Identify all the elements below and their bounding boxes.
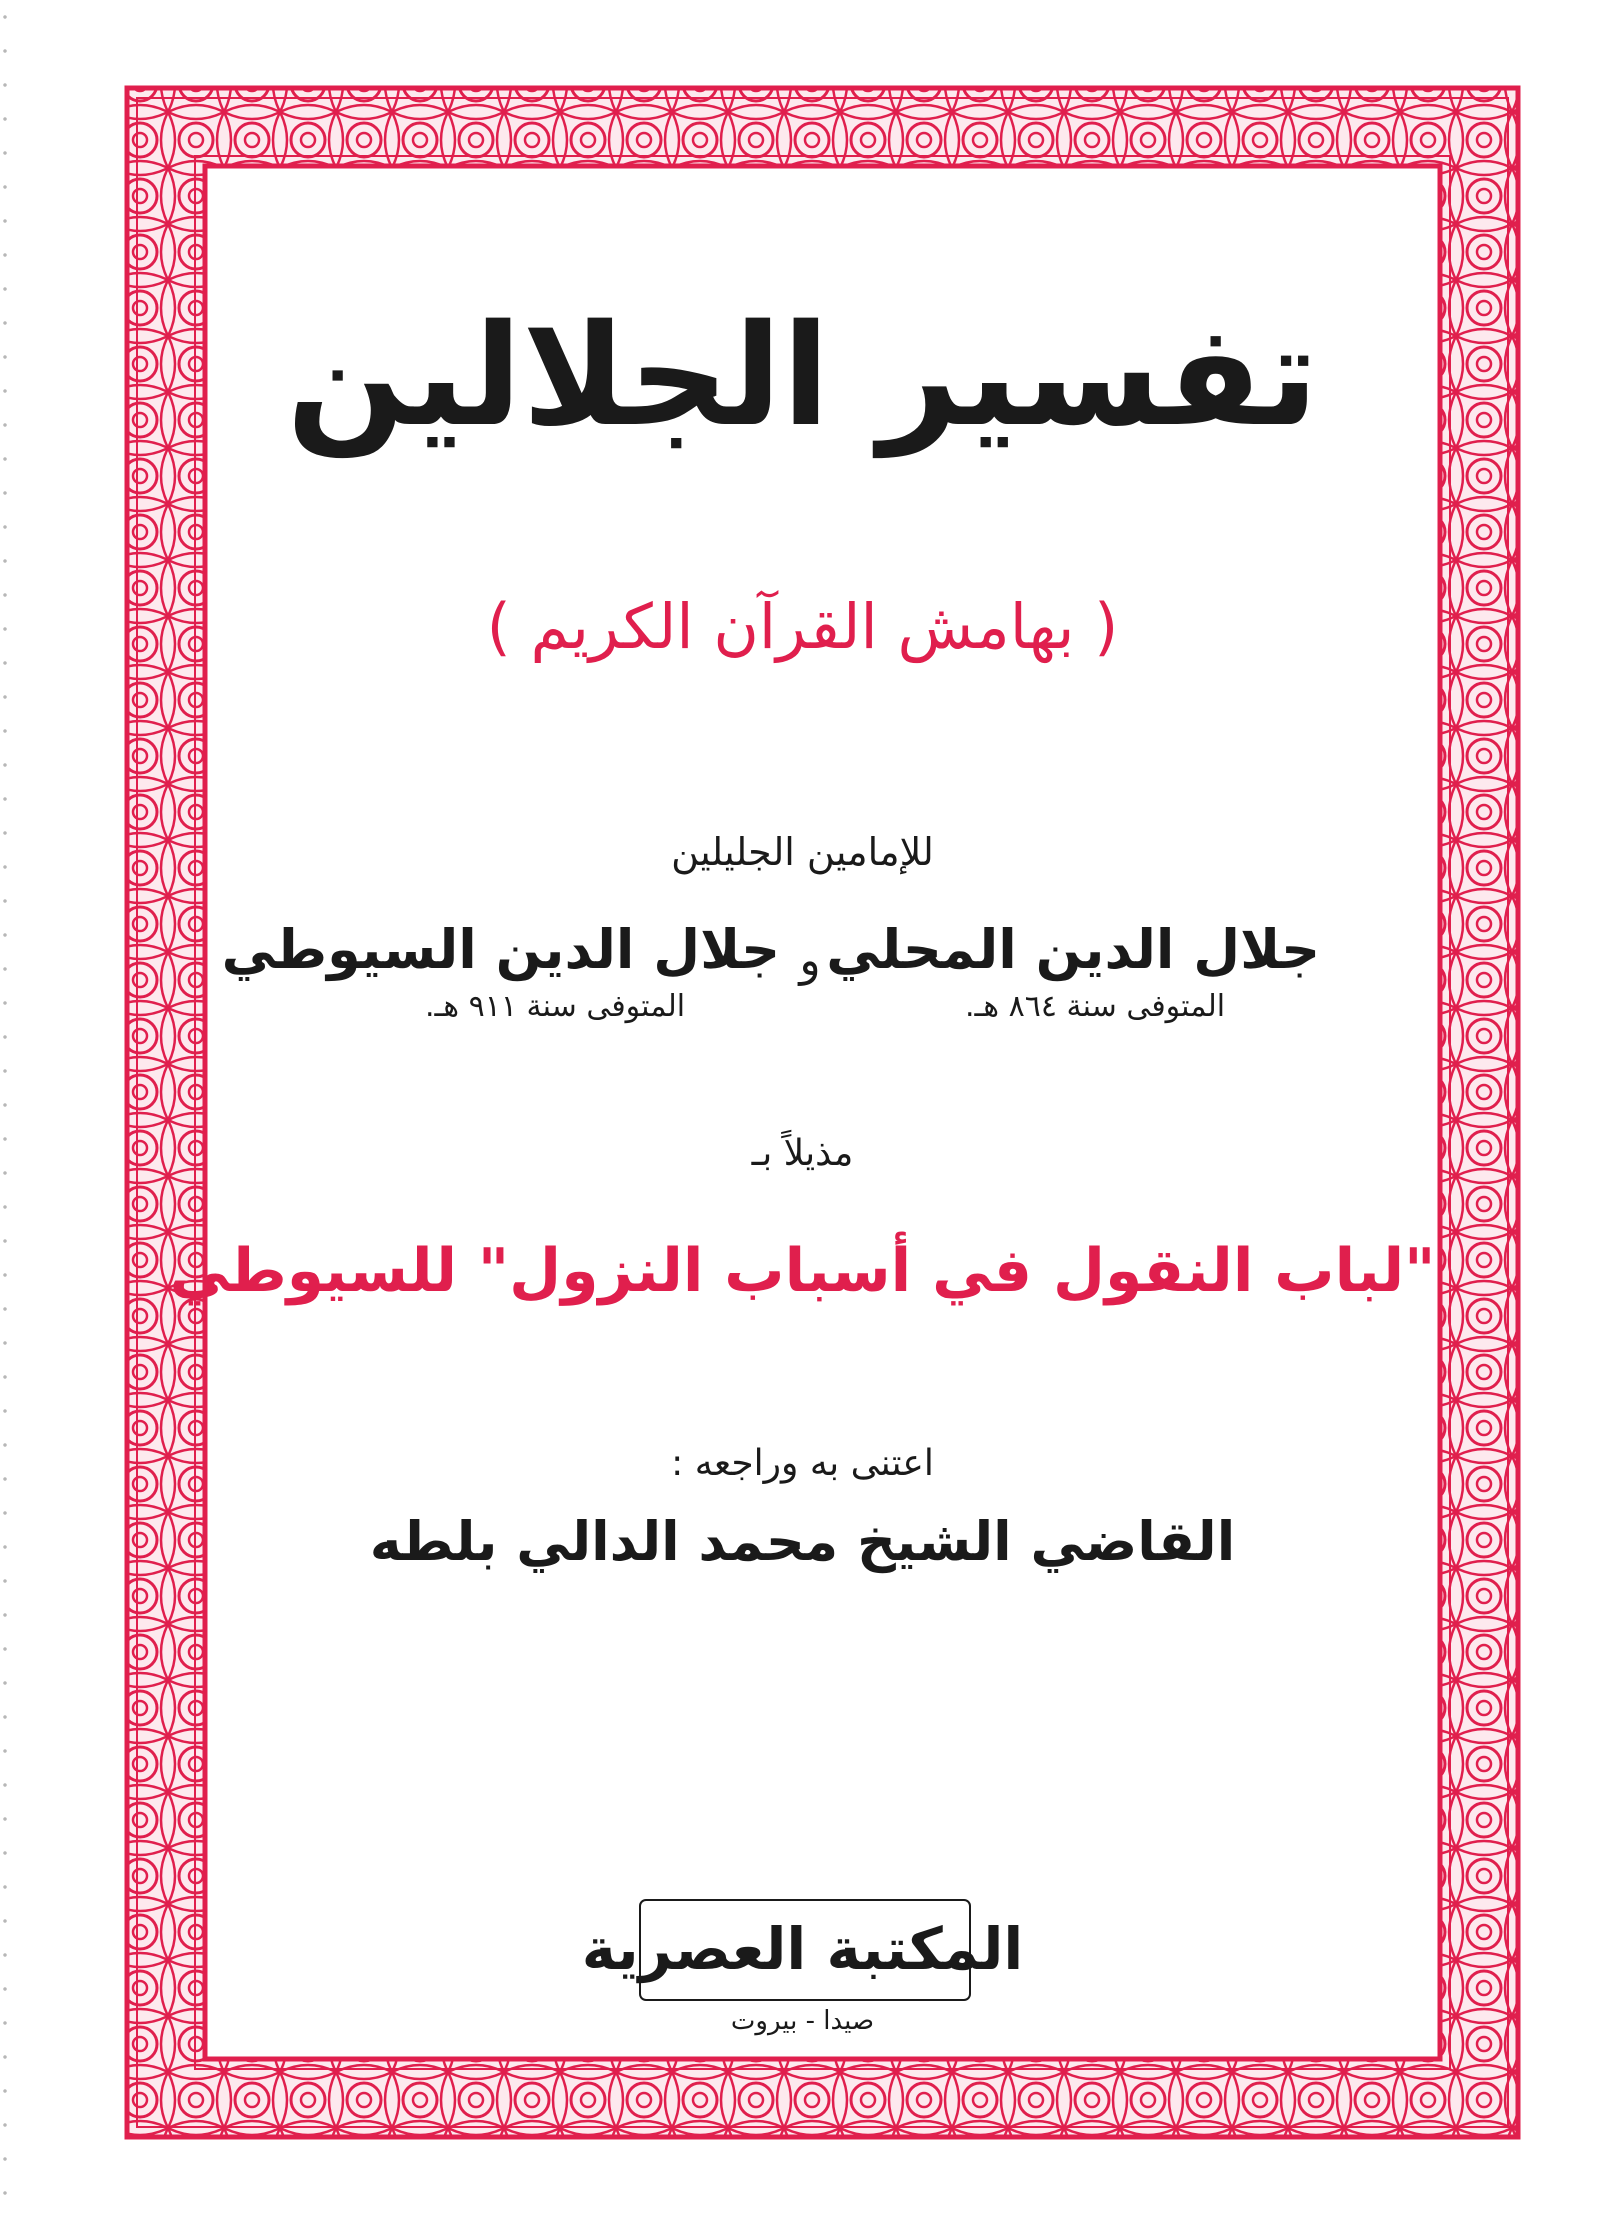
conjunction: و	[799, 935, 821, 986]
reviewed-by-label: اعتنى به وراجعه :	[671, 1443, 934, 1484]
author-suyuti	[221, 918, 780, 1025]
editor-name: القاضي الشيخ محمد الدالي بلطه	[369, 1510, 1236, 1573]
appendix-intro: مذيلاً بـ	[751, 1133, 854, 1174]
author-death-year: المتوفى سنة ٨٦٤ هـ.	[964, 988, 1226, 1024]
imams-label: للإمامين الجليلين	[671, 830, 934, 874]
appendix-book-title: "لباب النقول في أسباب النزول" للسيوطي	[169, 1236, 1436, 1306]
author-mahalli	[826, 918, 1320, 1025]
book-subtitle: ( بهامش القرآن الكريم )	[486, 590, 1119, 663]
book-title: تفسير الجلالين	[286, 295, 1319, 458]
author-name: جلال الدين السيوطي	[221, 918, 780, 981]
publisher-city: صيدا - بيروت	[730, 2006, 875, 2036]
publisher-logo: المكتبة العصرية	[581, 1915, 1024, 1983]
author-name: جلال الدين المحلي	[826, 918, 1320, 981]
author-death-year: المتوفى سنة ٩١١ هـ.	[424, 988, 686, 1024]
